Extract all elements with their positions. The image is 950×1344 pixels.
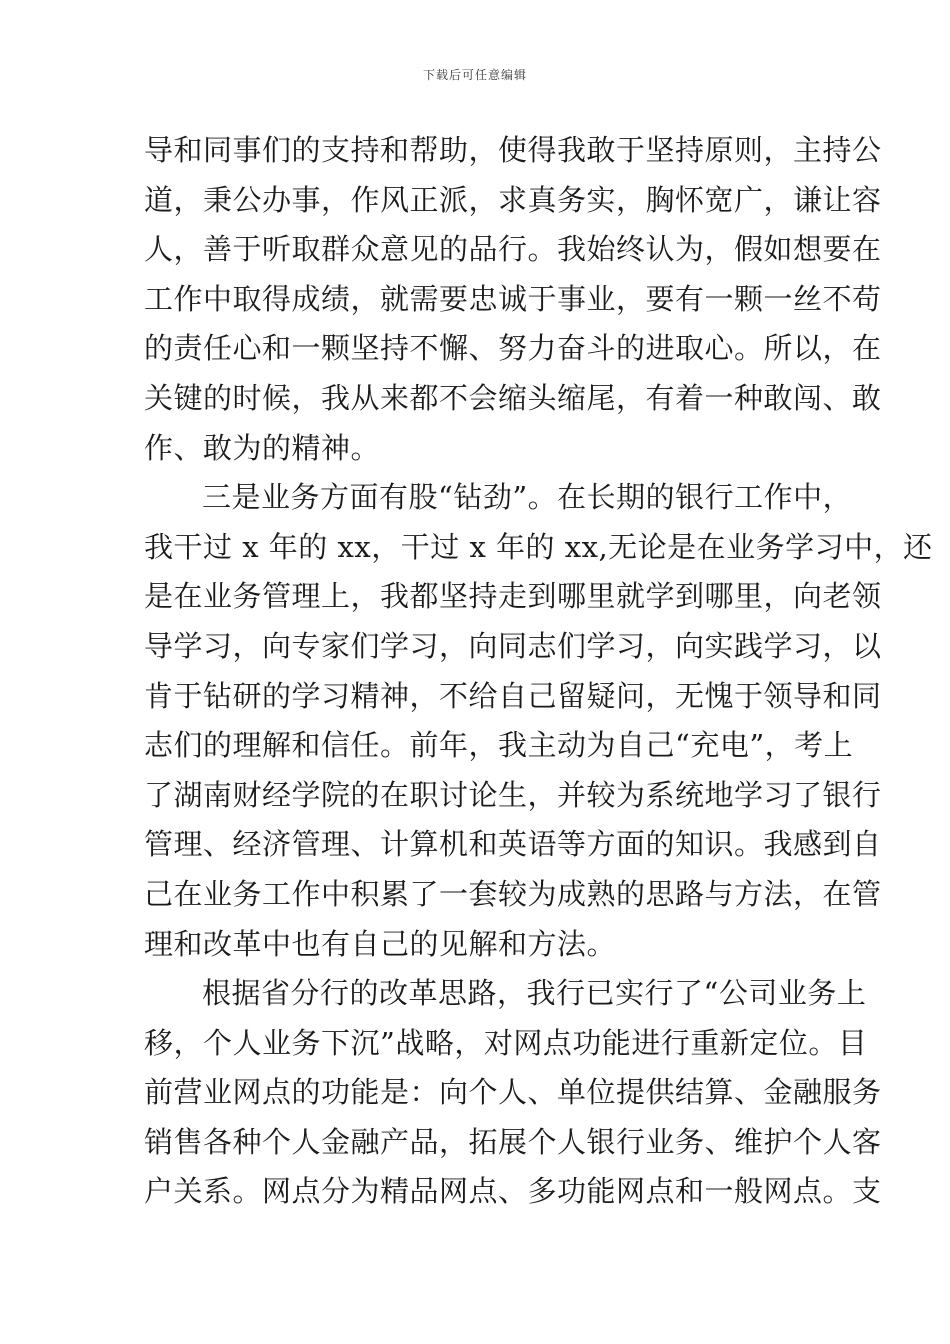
text-line: 我干过 x 年的 xx，干过 x 年的 xx,无论是在业务学习中，还: [144, 529, 933, 564]
text-line: 的责任心和一颗坚持不懈、努力奋斗的进取心。所以，在: [144, 331, 882, 366]
text-line: 作、敢为的精神。: [144, 430, 381, 465]
text-line: 志们的理解和信任。前年，我主动为自己“充电”，考上: [144, 728, 854, 763]
text-line: 管理、经济管理、计算机和英语等方面的知识。我感到自: [144, 827, 882, 862]
text-line: 理和改革中也有自己的见解和方法。: [144, 926, 617, 961]
paragraph-1: [144, 126, 882, 473]
text-line: 是在业务管理上，我都坚持走到哪里就学到哪里，向老领: [144, 579, 882, 614]
text-line: 人，善于听取群众意见的品行。我始终认为，假如想要在: [144, 232, 882, 267]
text-line: 户关系。网点分为精品网点、多功能网点和一般网点。支: [144, 1174, 882, 1209]
text-line: 关键的时候，我从来都不会缩头缩尾，有着一种敢闯、敢: [144, 380, 882, 415]
paragraph-2: [144, 473, 933, 969]
text-line: 导和同事们的支持和帮助，使得我敢于坚持原则，主持公: [144, 133, 882, 167]
text-line: 肯于钻研的学习精神，不给自己留疑问，无愧于领导和同: [144, 678, 882, 713]
text-line: 己在业务工作中积累了一套较为成熟的思路与方法，在管: [144, 876, 882, 911]
text-line: 道，秉公办事，作风正派，求真务实，胸怀宽广，谦让容: [144, 182, 882, 217]
text-line: 前营业网点的功能是：向个人、单位提供结算、金融服务: [144, 1075, 882, 1110]
text-line: 移，个人业务下沉”战略，对网点功能进行重新定位。目: [144, 1025, 868, 1060]
body-text: [144, 126, 933, 1217]
header-note: 下载后可任意编辑: [422, 68, 527, 82]
text-line: 了湖南财经学院的在职讨论生，并较为系统地学习了银行: [144, 777, 882, 812]
text-line: 销售各种个人金融产品，拓展个人银行业务、维护个人客: [144, 1124, 882, 1159]
text-line: 根据省分行的改革思路，我行已实行了“公司业务上: [202, 976, 867, 1011]
text-line: 工作中取得成绩，就需要忠诚于事业，要有一颗一丝不苟: [144, 281, 882, 316]
text-line: 导学习，向专家们学习，向同志们学习，向实践学习，以: [144, 628, 882, 663]
paragraph-3: [144, 969, 882, 1217]
text-line: 三是业务方面有股“钻劲”。在长期的银行工作中，: [202, 480, 853, 515]
